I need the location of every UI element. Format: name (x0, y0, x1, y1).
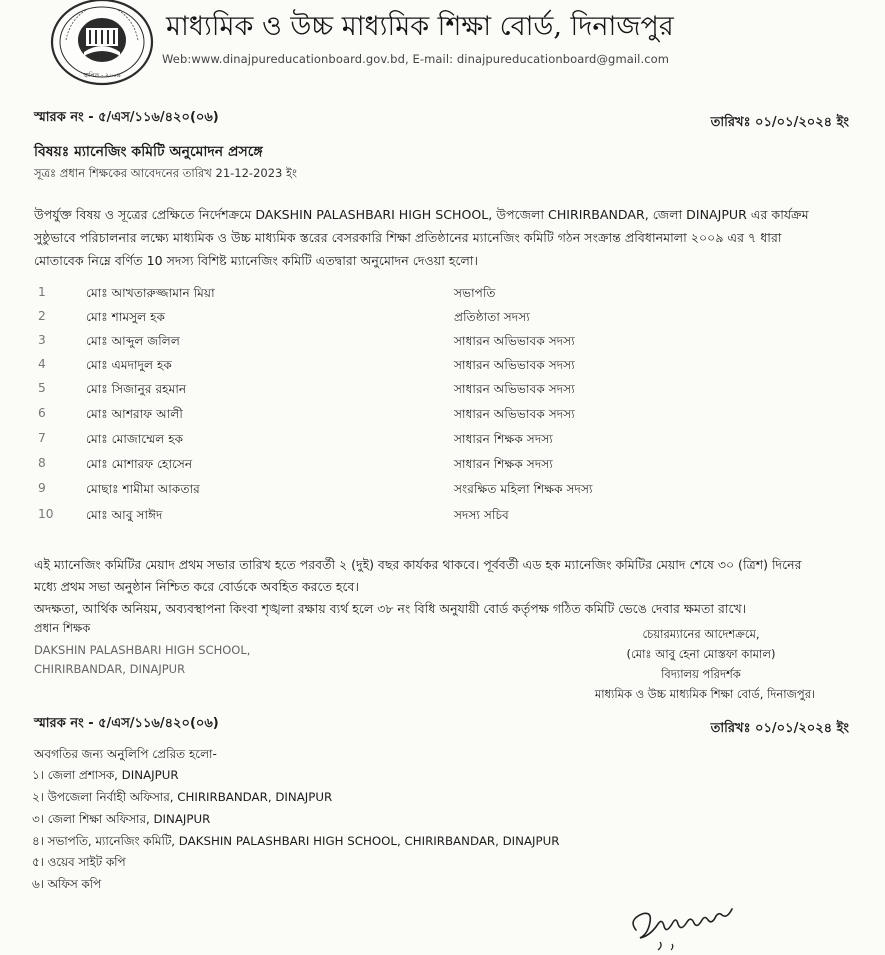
copy-item: ৩। জেলা শিক্ষা অফিসার, DINAJPUR (32, 812, 211, 826)
copy-intro: অবগতির জন্য অনুলিপি প্রেরিত হলো- (34, 747, 217, 761)
tenure-line: অদক্ষতা, আর্থিক অনিয়ম, অব্যবস্থাপনা কিংবা শৃঙ্খলা রক্ষায় ব্যর্থ হলে ৩৮ নং বিধি অনুযায়ী বোর্ড কর্তৃপক্ষ গঠিত কমিটি ভেঙে দেবার ক্ষমতা রাখে। (34, 601, 747, 616)
member-row (0, 285, 885, 309)
member-row (0, 456, 885, 480)
member-role: সাধারন শিক্ষক সদস্য (454, 432, 553, 446)
copy-item: ১। জেলা প্রশাসক, DINAJPUR (32, 768, 179, 782)
member-no: 5 (38, 381, 46, 395)
copy-item: ৫। ওয়েব সাইট কপি (32, 855, 126, 869)
member-row (0, 507, 885, 531)
member-row (0, 406, 885, 430)
body-paragraph (34, 203, 856, 272)
board-seal-logo (44, 0, 160, 90)
signatory-name: (মোঃ আবু হেনা মোস্তফা কামাল) (626, 647, 776, 661)
member-row (0, 431, 885, 455)
member-name: মোঃ আবু সাঈদ (86, 508, 163, 522)
member-role: সাধারন শিক্ষক সদস্য (454, 457, 553, 471)
member-role: সংরক্ষিত মহিলা শিক্ষক সদস্য (454, 482, 593, 496)
org-name: মাধ্যমিক ও উচ্চ মাধ্যমিক শিক্ষা বোর্ড, দিনাজপুর (166, 11, 674, 42)
addressee-location: CHIRIRBANDAR, DINAJPUR (34, 662, 186, 676)
member-name: মোঃ মোশারফ হোসেন (86, 457, 193, 471)
copy-item: ৬। অফিস কপি (32, 877, 102, 891)
seal-year: স্থাপিত - ২০০৯ (83, 72, 121, 79)
copy-memo-ref: স্মারক নং - ৫/এস/১১৬/৪২০(০৬) (34, 716, 219, 731)
member-no: 10 (38, 507, 54, 521)
copy-memo-date: তারিখঃ ০১/০১/২০২৪ ইং (710, 721, 849, 736)
memo-source: সূত্রঃ প্রধান শিক্ষকের আবেদনের তারিখ 21-12-2023 ইং (34, 166, 297, 180)
member-row (0, 481, 885, 505)
member-name: মোঃ আশরাফ আলী (86, 407, 183, 421)
member-name: মোঃ আব্দুল জলিল (86, 334, 180, 348)
member-no: 3 (38, 333, 46, 347)
member-name: মোছাঃ শামীমা আকতার (86, 482, 200, 496)
member-row (0, 381, 885, 405)
member-no: 6 (38, 406, 46, 420)
member-name: মোঃ মোজাম্মেল হক (86, 432, 184, 446)
member-row (0, 333, 885, 357)
member-role: সাধারন অভিভাবক সদস্য (454, 382, 575, 396)
memo-ref: স্মারক নং - ৫/এস/১১৬/৪২০(০৬) (34, 110, 219, 125)
member-row (0, 357, 885, 381)
signatory-office: মাধ্যমিক ও উচ্চ মাধ্যমিক শিক্ষা বোর্ড, দিনাজপুর। (594, 687, 816, 701)
member-name: মোঃ এমদাদুল হক (86, 358, 172, 372)
member-role: প্রতিষ্ঠাতা সদস্য (454, 310, 530, 324)
member-name: মোঃ শামসুল হক (86, 310, 166, 324)
member-row (0, 309, 885, 333)
body-line: মোতাবেক নিম্নে বর্ণিত 10 সদস্য বিশিষ্ট ম্যানেজিং কমিটি এতদ্বারা অনুমোদন দেওয়া হলো। (34, 253, 479, 268)
member-role: সদস্য সচিব (454, 508, 509, 522)
copy-item: ৪। সভাপতি, ম্যানেজিং কমিটি, DAKSHIN PALASHBARI HIGH SCHOOL, CHIRIRBANDAR, DINAJPUR (32, 834, 560, 848)
member-no: 9 (38, 481, 46, 495)
member-no: 1 (38, 285, 46, 299)
member-no: 2 (38, 309, 46, 323)
member-no: 7 (38, 431, 46, 445)
tenure-line: এই ম্যানেজিং কমিটির মেয়াদ প্রথম সভার তারিখ হতে পরবর্তী ২ (দুই) বছর কার্যকর থাকবে। পূর্ববর্তী এড হক ম্যানেজিং কমিটির মেয়াদ শেষে ৩০ (ত্রিশ) দিনের (34, 557, 802, 572)
addressee-title: প্রধান শিক্ষক (34, 621, 91, 635)
member-role: সাধারন অভিভাবক সদস্য (454, 358, 575, 372)
member-role: সভাপতি (454, 286, 496, 300)
tenure-line: মধ্যে প্রথম সভা অনুষ্ঠান নিশ্চিত করে বোর্ডকে অবহিত করতে হবে। (34, 579, 359, 594)
member-name: মোঃ সিজানুর রহমান (86, 382, 187, 396)
signatory-designation: বিদ্যালয় পরিদর্শক (661, 667, 741, 681)
addressee-school: DAKSHIN PALASHBARI HIGH SCHOOL, (34, 643, 251, 657)
member-no: 8 (38, 456, 46, 470)
tenure-paragraph (34, 554, 852, 620)
memo-subject: বিষয়ঃ ম্যানেজিং কমিটি অনুমোদন প্রসঙ্গে (34, 144, 263, 160)
copy-item: ২। উপজেলা নির্বাহী অফিসার, CHIRIRBANDAR, DINAJPUR (32, 790, 333, 804)
contact-line: Web:www.dinajpureducationboard.gov.bd, E-mail: dinajpureducationboard@gmail.com (162, 52, 670, 66)
body-line: সুষ্ঠুভাবে পরিচালনার লক্ষ্যে মাধ্যমিক ও উচ্চ মাধ্যমিক স্তরের বেসরকারি শিক্ষা প্রতিষ্ঠানের ম্যানেজিং কমিটি গঠন সংক্রান্ত প্রবিধানমালা ২০০৯ এর ৭ ধারা (34, 230, 782, 245)
body-line: উপর্যুক্ত বিষয় ও সূত্রের প্রেক্ষিতে নির্দেশক্রমে DAKSHIN PALASHBARI HIGH SCHOOL, উপজেলা CHIRIRBANDAR, জেলা DINAJPUR এর কার্যক্রম (34, 207, 809, 222)
handwritten-signature (622, 900, 772, 952)
member-role: সাধারন অভিভাবক সদস্য (454, 334, 575, 348)
member-name: মোঃ আখতারুজ্জামান মিয়া (86, 286, 215, 300)
memo-date: তারিখঃ ০১/০১/২০২৪ ইং (710, 115, 849, 130)
member-no: 4 (38, 357, 46, 371)
member-role: সাধারন অভিভাবক সদস্য (454, 407, 575, 421)
signatory-order: চেয়ারম্যানের আদেশক্রমে, (642, 627, 760, 641)
